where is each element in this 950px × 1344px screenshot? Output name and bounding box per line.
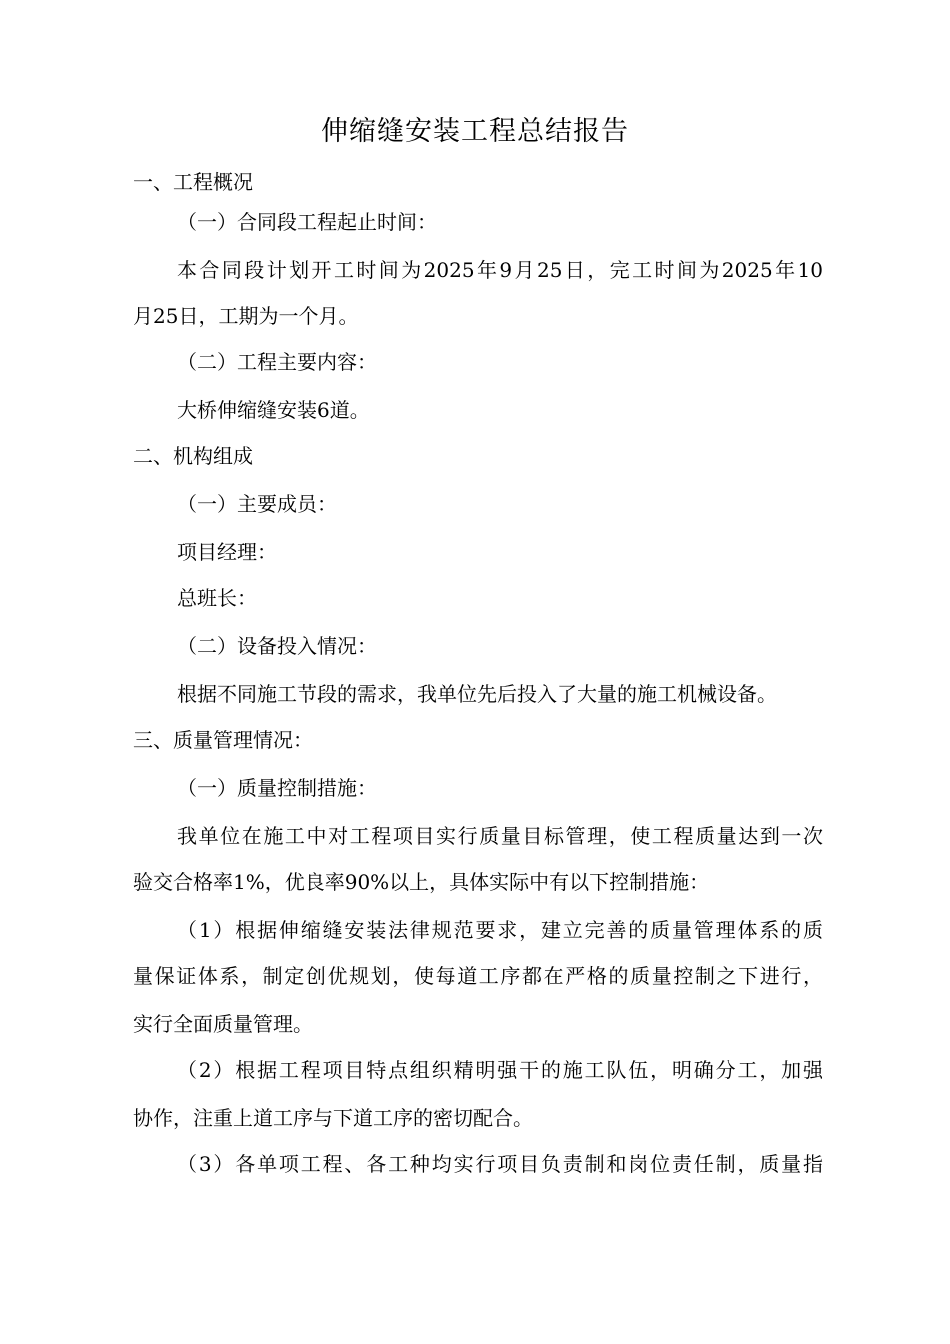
paragraph-line: 月25日，工期为一个月。 — [133, 304, 359, 328]
paragraph-line: （1）根据伸缩缝安装法律规范要求，建立完善的质量管理体系的质 — [177, 918, 823, 942]
section-heading: 三、质量管理情况： — [133, 728, 313, 752]
paragraph-line: 总班长： — [177, 586, 257, 610]
paragraph-line: 根据不同施工节段的需求，我单位先后投入了大量的施工机械设备。 — [177, 682, 777, 706]
paragraph-line: 大桥伸缩缝安装6道。 — [177, 398, 370, 422]
paragraph-line: 本合同段计划开工时间为2025年9月25日，完工时间为2025年10 — [177, 258, 823, 282]
subsection-heading: （二）工程主要内容： — [177, 350, 377, 374]
paragraph-line: 实行全面质量管理。 — [133, 1012, 313, 1036]
section-heading: 二、机构组成 — [133, 444, 253, 468]
paragraph-line: （3）各单项工程、各工种均实行项目负责制和岗位责任制，质量指 — [177, 1152, 823, 1176]
subsection-heading: （一）质量控制措施： — [177, 776, 377, 800]
document-title: 伸缩缝安装工程总结报告 — [321, 116, 629, 147]
paragraph-line: 量保证体系，制定创优规划，使每道工序都在严格的质量控制之下进行， — [133, 964, 823, 988]
paragraph-line: （2）根据工程项目特点组织精明强干的施工队伍，明确分工，加强 — [177, 1058, 823, 1082]
paragraph-line: 项目经理： — [177, 540, 277, 564]
paragraph-line: 协作，注重上道工序与下道工序的密切配合。 — [133, 1106, 533, 1130]
subsection-heading: （一）主要成员： — [177, 492, 337, 516]
section-heading: 一、工程概况 — [133, 170, 253, 194]
subsection-heading: （一）合同段工程起止时间： — [177, 210, 437, 234]
paragraph-line: 验交合格率1%，优良率90%以上，具体实际中有以下控制措施： — [133, 870, 710, 894]
subsection-heading: （二）设备投入情况： — [177, 634, 377, 658]
paragraph-line: 我单位在施工中对工程项目实行质量目标管理，使工程质量达到一次 — [177, 824, 823, 848]
